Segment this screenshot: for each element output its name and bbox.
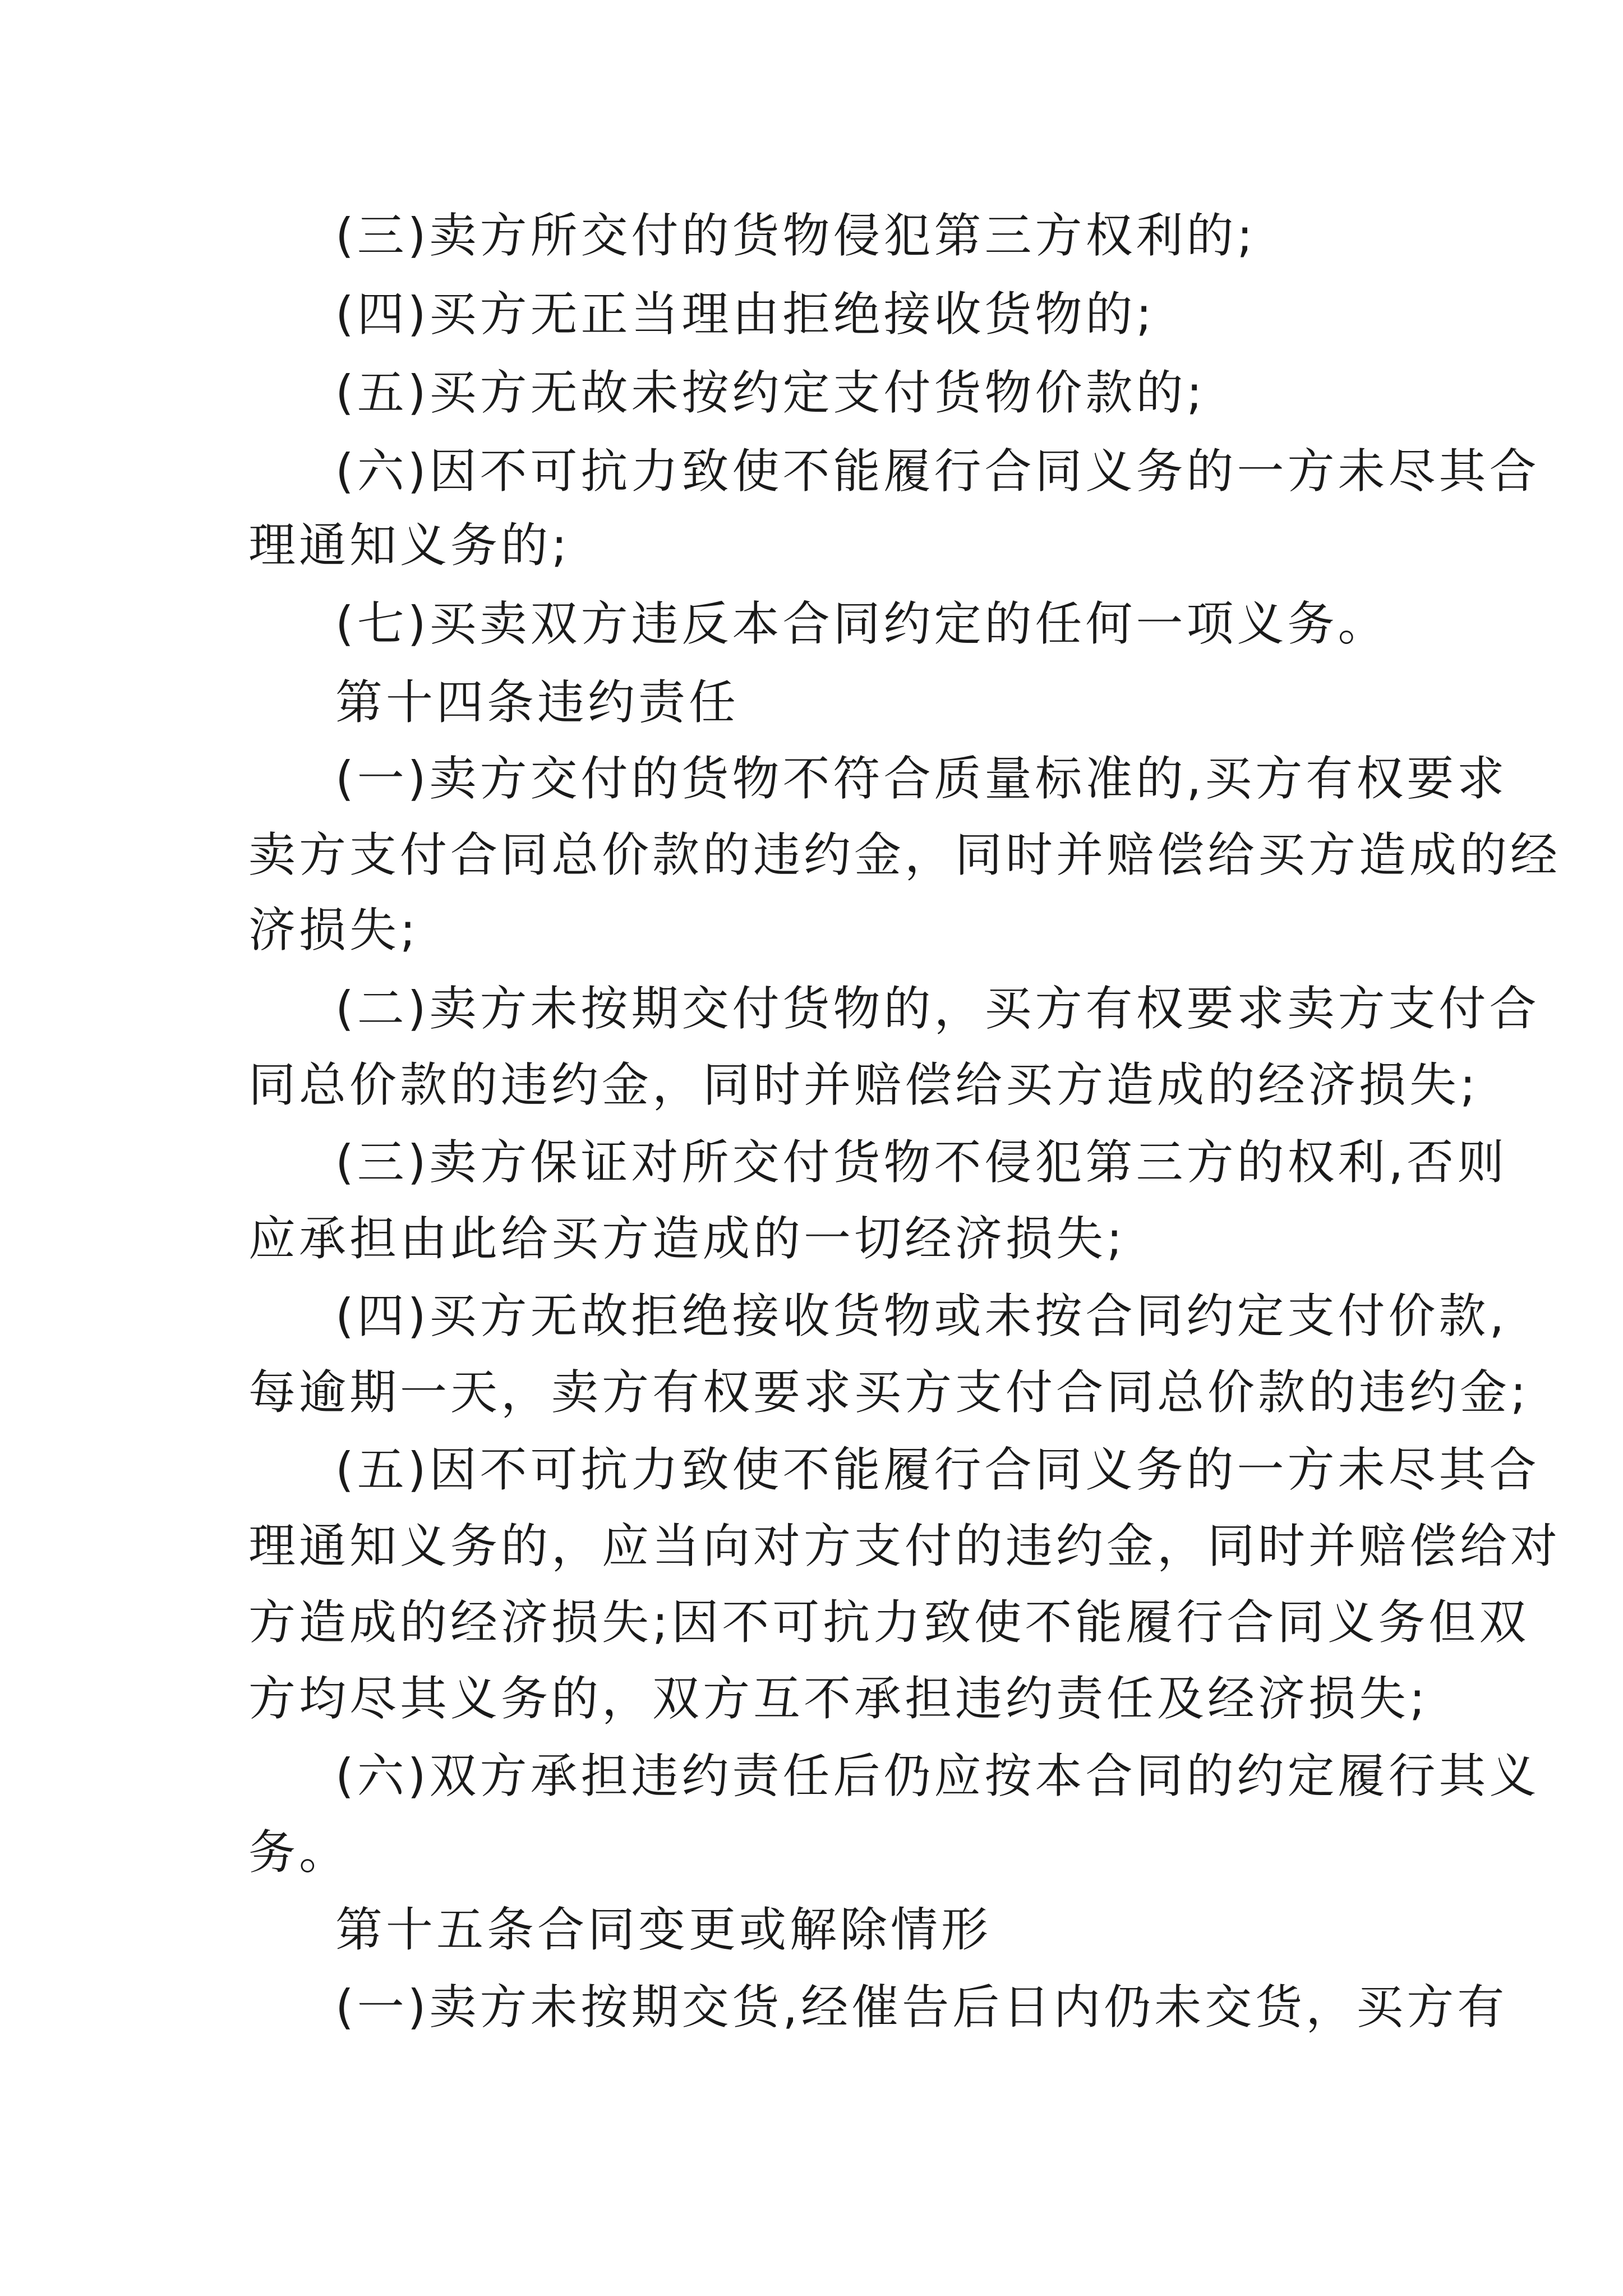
clause-line: (五)因不可抗力致使不能履行合同义务的一方未尽其合: [335, 1442, 1540, 1497]
clause-line: (七)买卖双方违反本合同约定的任何一项义务。: [335, 596, 1389, 651]
clause-line: (三)卖方保证对所交付货物不侵犯第三方的权利,否则: [335, 1135, 1508, 1190]
clause-line: (二)卖方未按期交付货物的，买方有权要求卖方支付合: [335, 981, 1540, 1036]
clause-line: 理通知义务的，应当向对方支付的违约金，同时并赔偿给对: [248, 1519, 1561, 1573]
article-heading: 第十五条合同变更或解除情形: [335, 1902, 992, 1957]
clause-line: (六)双方承担违约责任后仍应按本合同的约定履行其义: [335, 1749, 1540, 1803]
clause-line: 每逾期一天，卖方有权要求买方支付合同总价款的违约金;: [248, 1365, 1530, 1420]
clause-line: 应承担由此给买方造成的一切经济损失;: [248, 1211, 1126, 1266]
clause-line: (三)卖方所交付的货物侵犯第三方权利的;: [335, 208, 1256, 263]
article-heading: 第十四条违约责任: [335, 675, 740, 730]
clause-line: (一)卖方交付的货物不符合质量标准的,买方有权要求: [335, 751, 1508, 806]
clause-line: 理通知义务的;: [248, 518, 571, 573]
clause-line: 济损失;: [248, 903, 419, 958]
clause-line: (一)卖方未按期交货,经催告后日内仍未交货，买方有: [335, 1980, 1508, 2035]
clause-line: 卖方支付合同总价款的违约金，同时并赔偿给买方造成的经: [248, 827, 1561, 882]
clause-line: 同总价款的违约金，同时并赔偿给买方造成的经济损失;: [248, 1057, 1479, 1112]
clause-line: 方均尽其义务的，双方互不承担违约责任及经济损失;: [248, 1671, 1429, 1726]
clause-line: (四)买方无正当理由拒绝接收货物的;: [335, 287, 1155, 342]
clause-line: (五)买方无故未按约定支付货物价款的;: [335, 365, 1206, 420]
clause-line: (四)买方无故拒绝接收货物或未按合同约定支付价款,: [335, 1289, 1508, 1343]
clause-line: 方造成的经济损失;因不可抗力致使不能履行合同义务但双: [248, 1595, 1530, 1650]
clause-line: (六)因不可抗力致使不能履行合同义务的一方未尽其合: [335, 444, 1540, 499]
clause-line: 务。: [248, 1825, 350, 1880]
